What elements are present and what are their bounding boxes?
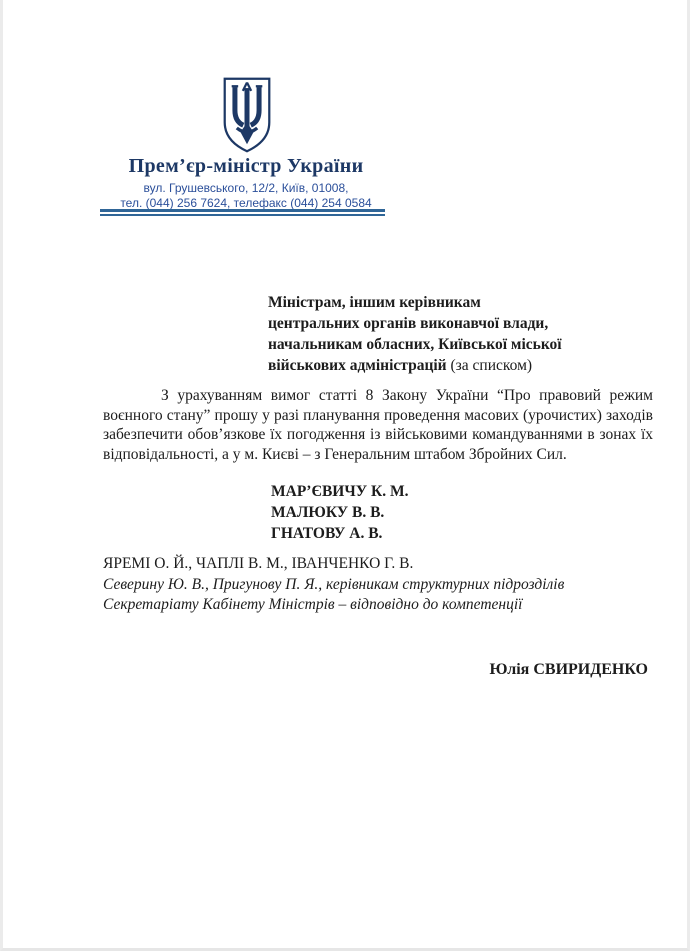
addressee-block [268, 292, 668, 376]
letterhead-divider [100, 209, 385, 216]
addressee-line: начальникам обласних, Київської міської [268, 336, 562, 353]
recipients-bold-block [271, 481, 408, 544]
copies-caps-line: ЯРЕМІ О. Й., ЧАПЛІ В. М., ІВАНЧЕНКО Г. В. [103, 555, 414, 572]
sender-address-line1: вул. Грушевського, 12/2, Київ, 01008, [143, 181, 349, 195]
addressee-note: (за списком) [446, 357, 533, 374]
tryzub-icon [219, 76, 275, 154]
addressee-line: центральних органів виконавчої влади, [268, 315, 549, 332]
addressee-line: Міністрам, іншим керівникам [268, 294, 481, 311]
sender-title: Прем’єр-міністр України [128, 155, 364, 177]
addressee-line [268, 355, 668, 376]
signature-name: Юлія СВИРИДЕНКО [489, 661, 648, 678]
recipient-line: МАЛЮКУ В. В. [271, 504, 385, 521]
coat-of-arms [219, 76, 275, 154]
sender-address [3, 181, 489, 210]
recipient-line: ГНАТОВУ А. В. [271, 525, 383, 542]
copies-italic-line2: Секретаріату Кабінету Міністрів – відповідно до компетенції [103, 596, 523, 613]
body-paragraph: З урахуванням вимог статті 8 Закону України “Про правовий режим воєнного стану” прошу у разі планування проведення масових (урочистих) заходів забезпечити обов’язкове їх погодження із військовими командуваннями в зонах їх відповідальності, а у м. Києві – з Генеральним штабом Збройних Сил. [103, 387, 653, 463]
copies-italic-line1: Северину Ю. В., Пригунову П. Я., керівникам структурних підрозділів [103, 575, 565, 593]
copies-block [103, 554, 653, 616]
sender-address-line2: тел. (044) 256 7624, телефакс (044) 254 0584 [120, 195, 372, 210]
addressee-line-bold: військових адміністрацій [268, 357, 447, 374]
recipient-line: МАР’ЄВИЧУ К. М. [271, 483, 409, 500]
